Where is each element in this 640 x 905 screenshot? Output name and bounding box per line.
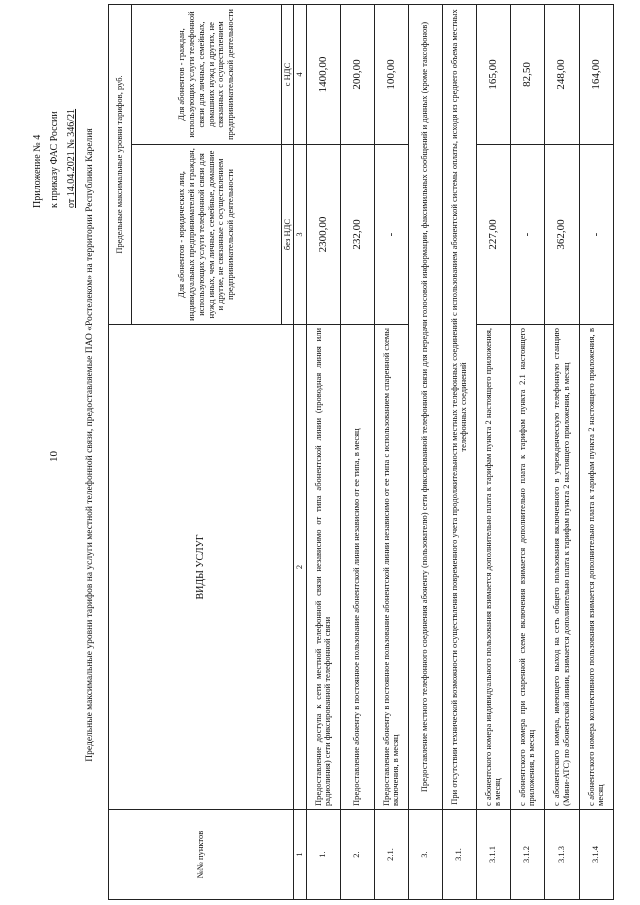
page-number: 10 (48, 451, 60, 462)
col-services-header: ВИДЫ УСЛУГ (109, 325, 294, 810)
row-service: Предоставление местного телефонного соединения абоненту (пользователю) сети фиксированной телефонной связи для передачи голосовой информации, факсимильных сообщений и данных (кроме таксофонов) (408, 4, 442, 809)
appendix-label: Приложение № 4 (32, 134, 43, 208)
tariff-table (108, 4, 614, 900)
col-legal-header: Для абонентов - юридических лиц, индивидуальных предпринимателей и граждан, использующих услуги телефонной связи для нужд иных, чем личные, семейные, домашние и другие, не связанные с осуществлением предпринимательской деятельности (132, 145, 282, 325)
table-row (579, 4, 613, 899)
row-citizens-tariff: 1400,00 (306, 4, 340, 144)
document-title: Предельные максимальные уровни тарифов на услуги местной телефонной связи, предоставляемые ПАО «Ростелеком» на территории Республики Карелия (85, 128, 95, 762)
row-num: 3.1. (442, 810, 476, 900)
row-citizens-tariff: 248,00 (544, 4, 579, 144)
row-citizens-tariff: 165,00 (476, 4, 510, 144)
row-service: Предоставление абоненту в постоянное пользование абонентской линии независимо от ее типа, в месяц (340, 325, 374, 810)
row-num: 3.1.1 (476, 810, 510, 900)
col-citizens-header: Для абонентов - граждан, использующих услуги телефонной связи для личных, семейных, домашних нужд и других, не связанных с осуществлением предпринимательской деятельности (132, 4, 282, 144)
row-service: с абонентского номера коллективного пользования взимается дополнительно плата к тарифам пункта 2 настоящего приложения, в месяц (579, 325, 613, 810)
col-number: 3 (294, 145, 307, 325)
row-service: Предоставление абоненту в постоянное пользование абонентской линии независимо от ее типа с использованием спаренной схемы включения, в месяц (374, 325, 408, 810)
row-legal-tariff: 362,00 (544, 145, 579, 325)
row-legal-tariff: 227,00 (476, 145, 510, 325)
row-num: 2. (340, 810, 374, 900)
row-citizens-tariff: 200,00 (340, 4, 374, 144)
row-num: 1. (306, 810, 340, 900)
col-legal-sub: без НДС (282, 145, 294, 325)
row-num: 3. (408, 810, 442, 900)
table-row (510, 4, 544, 899)
table-row (408, 4, 442, 899)
table-row (476, 4, 510, 899)
row-legal-tariff: 2300,00 (306, 145, 340, 325)
row-service: Предоставление доступа к сети местной телефонной связи независимо от типа абонентской линии (проводная линия или радиолиния) сети фиксированной телефонной связи (306, 325, 340, 810)
table-row (340, 4, 374, 899)
row-num: 3.1.4 (579, 810, 613, 900)
row-legal-tariff: - (579, 145, 613, 325)
row-num: 3.1.3 (544, 810, 579, 900)
row-service: с абонентского номера, имеющего выход на сеть общего пользования включенного в учрежденческую телефонную станцию (Мини-АТС) по абонентской линии, взимается дополнительно плата к тарифам пункта 2 настоящего приложения, в месяц (544, 325, 579, 810)
row-service: с абонентского номера индивидуального пользования взимается дополнительно плата к тарифам пункта 2 настоящего приложения, в месяц (476, 325, 510, 810)
col-number: 4 (294, 4, 307, 144)
col-group-header: Предельные максимальные уровни тарифов, руб. (109, 4, 132, 324)
col-number: 1 (294, 810, 307, 900)
row-legal-tariff: 232,00 (340, 145, 374, 325)
row-num: 2.1. (374, 810, 408, 900)
row-legal-tariff: - (374, 145, 408, 325)
order-label: к приказу ФАС России (49, 111, 60, 208)
row-service: с абонентского номера при спаренной схеме включения взимается дополнительно плата к тарифам пункта 2.1 настоящего приложения, в месяц (510, 325, 544, 810)
row-citizens-tariff: 100,00 (374, 4, 408, 144)
row-citizens-tariff: 82,50 (510, 4, 544, 144)
table-row (374, 4, 408, 899)
col-number: 2 (294, 325, 307, 810)
table-row (306, 4, 340, 899)
order-date: от 14.04.2021 № 346/21 (66, 108, 77, 208)
table-row (544, 4, 579, 899)
row-citizens-tariff: 164,00 (579, 4, 613, 144)
row-service: При отсутствии технической возможности осуществления повременного учета продолжительности местных телефонных соединений с использованием абонентской системы оплаты, исходя из среднего объема местных телефонных соединений (442, 4, 476, 809)
row-num: 3.1.2 (510, 810, 544, 900)
table-row (442, 4, 476, 899)
col-citizens-sub: с НДС (282, 4, 294, 144)
row-legal-tariff: - (510, 145, 544, 325)
col-num-header: №№ пунктов (109, 810, 294, 900)
